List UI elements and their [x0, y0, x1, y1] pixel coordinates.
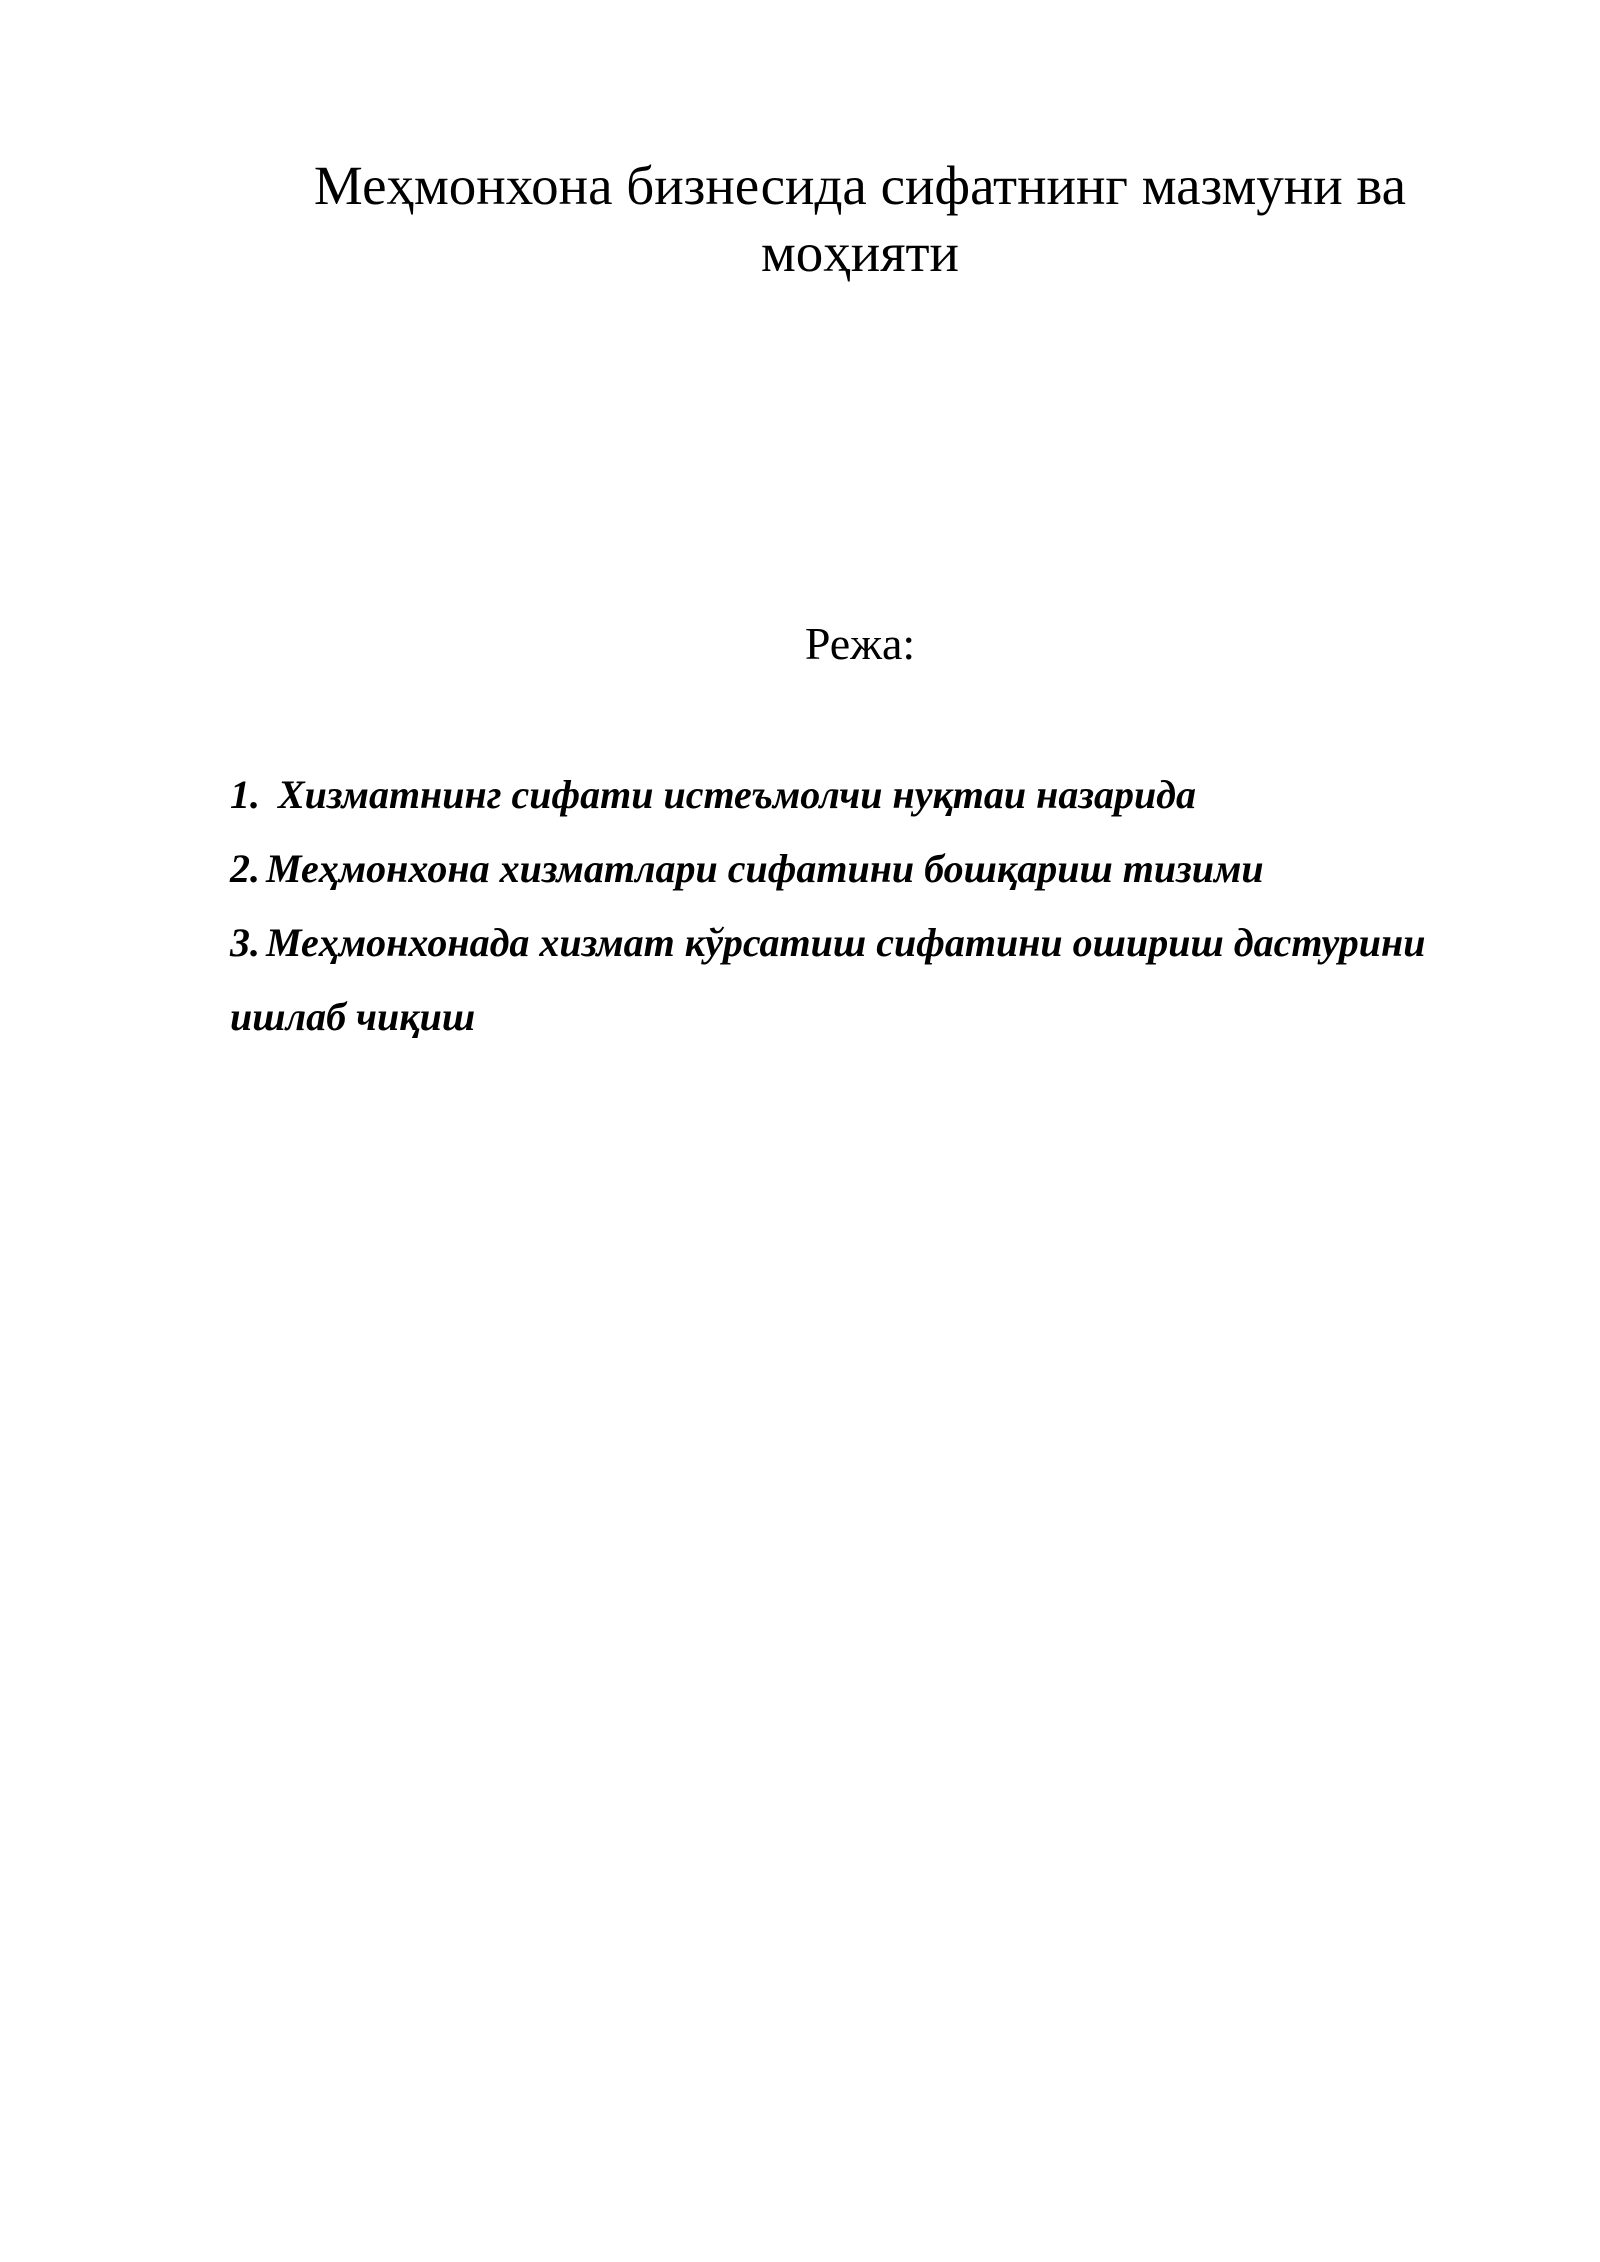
plan-item-text: Меҳмонхонада хизмат кўрсатиш сифатини ошириш дастурини ишлаб чиқиш — [230, 920, 1426, 1039]
plan-item-number: 2. — [230, 846, 260, 891]
plan-item-text: Меҳмонхона хизматлари сифатини бошқариш тизими — [266, 846, 1264, 891]
plan-item-3 — [230, 906, 1430, 1054]
plan-heading: Режа: — [804, 618, 916, 669]
plan-item-number: 3. — [230, 920, 260, 965]
plan-item-text: Хизматнинг сифати истеъмолчи нуқтаи назарида — [278, 772, 1197, 817]
plan-item-1 — [230, 758, 1430, 832]
plan-item-number: 1. — [230, 772, 260, 817]
document-title: Меҳмонхона бизнесида сифатнинг мазмуни ва моҳияти — [313, 155, 1407, 283]
plan-list — [230, 758, 1430, 1054]
plan-item-2 — [230, 832, 1430, 906]
